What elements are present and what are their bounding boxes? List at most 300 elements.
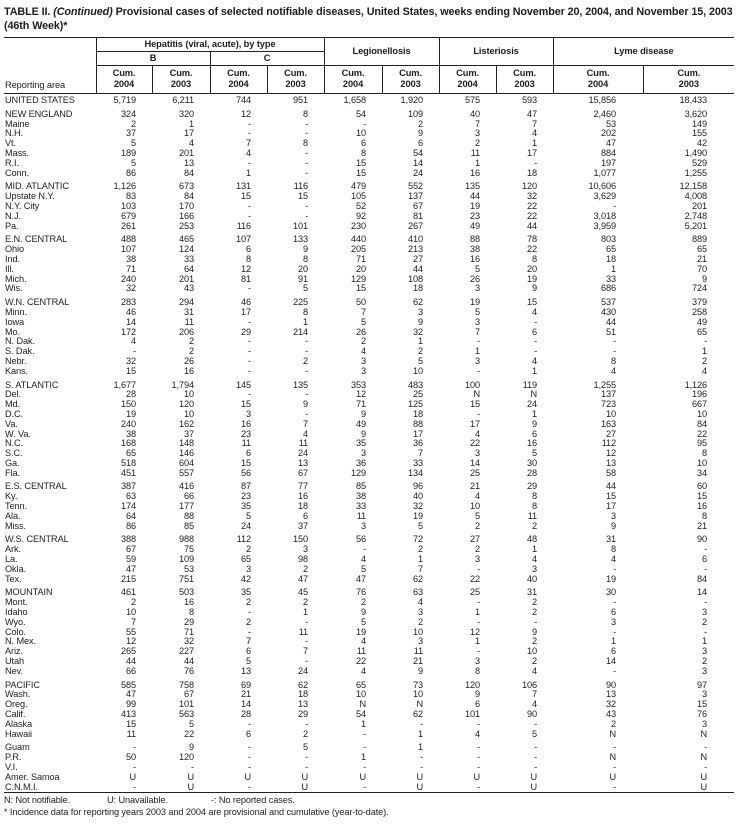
value-cell: 170 [178,201,194,211]
value-cell: 29 [298,710,309,720]
value-cell: 71 [356,400,367,410]
value-cell: 5 [475,264,481,274]
value-cell: - [613,627,617,637]
value-cell: 585 [120,680,136,690]
value-cell: U [530,772,538,782]
value-cell: 889 [692,235,708,245]
table-row [4,743,734,753]
value-cell: 13 [606,458,617,468]
value-cell: 2 [361,598,367,608]
reporting-area-cell: Del. [5,390,21,400]
value-cell: - [248,627,251,637]
value-cell: 7 [418,564,424,574]
value-cell: 32 [606,700,617,710]
value-cell: - [305,617,309,627]
value-cell: 6 [245,449,251,459]
value-cell: 667 [692,400,708,410]
value-cell: 38 [125,254,136,264]
value-cell: 10 [697,458,708,468]
value-cell: 86 [125,168,136,178]
value-cell: 9 [418,129,424,139]
value-cell: 47 [298,574,309,584]
reporting-area-cell: Nebr. [5,356,27,366]
value-cell: U [473,772,481,782]
value-cell: 9 [361,409,367,419]
reporting-area-cell: Nev. [5,666,23,676]
value-cell: 16 [697,502,708,512]
value-cell: 8 [532,502,538,512]
value-cell: 413 [120,710,136,720]
value-cell: 10,606 [588,182,617,192]
value-cell: 163 [601,419,617,429]
value-cell: 11 [126,729,136,739]
value-cell: 37 [125,129,136,139]
value-cell: 14 [240,700,251,710]
value-cell: 84 [183,168,194,178]
value-cell: 3 [303,545,309,555]
value-cell: 267 [408,221,424,231]
value-cell: U [187,782,194,792]
value-cell: 19 [606,574,617,584]
value-cell: 3 [361,521,367,531]
value-cell: 196 [692,390,708,400]
value-cell: 2 [475,521,481,531]
value-cell: 21 [697,254,708,264]
value-cell: 258 [692,307,708,317]
value-cell: 10 [356,690,367,700]
value-cell: - [248,284,251,294]
value-cell: 24 [298,449,309,459]
value-cell: 12 [240,109,251,119]
value-cell: 3 [245,409,251,419]
value-cell: 3 [475,317,481,327]
table-row [4,400,734,410]
hepatitis-group-header: Hepatitis (viral, acute), by type [96,38,324,52]
value-cell: 47 [606,139,617,149]
table-row [4,265,734,275]
value-cell: 6 [303,511,309,521]
value-cell: 33 [606,274,617,284]
value-cell: U [609,772,617,782]
value-cell: 416 [178,482,194,492]
value-cell: N [473,390,481,400]
reporting-area-cell: Idaho [5,608,28,618]
reporting-area-cell: Tex. [5,574,22,584]
value-cell: 37 [298,521,309,531]
value-cell: U [187,772,194,782]
reporting-area-cell: Mass. [5,148,30,158]
value-cell: - [305,337,309,347]
table-title-week: (46th Week)* [4,19,68,32]
value-cell: 1,794 [171,380,194,390]
value-cell: 16 [183,598,194,608]
value-cell: - [477,564,481,574]
value-cell: 62 [298,680,309,690]
value-cell: 76 [183,666,194,676]
value-cell: 537 [601,298,617,308]
value-cell: 240 [120,274,136,284]
value-cell: 44 [527,221,538,231]
reporting-area-cell: Ky. [5,492,18,502]
value-cell: 120 [522,182,538,192]
value-cell: 5 [418,356,424,366]
value-cell: 32 [125,356,136,366]
value-cell: - [305,129,309,139]
reporting-area-cell: N.H. [5,129,23,139]
value-cell: 10 [183,390,194,400]
value-cell: 213 [408,245,424,255]
value-cell: 18,433 [679,95,708,105]
value-cell: 34 [697,468,708,478]
value-cell: - [305,119,309,129]
reporting-area-cell: E.N. CENTRAL [5,235,68,245]
value-cell: 4 [188,139,194,149]
value-cell: 25 [413,390,424,400]
value-cell: 1 [611,264,617,274]
reporting-area-cell: La. [5,555,18,565]
value-cell: 37 [183,429,194,439]
value-cell: 53 [183,564,194,574]
value-cell: 71 [125,264,136,274]
value-cell: 451 [120,468,136,478]
value-cell: 6 [245,647,251,657]
value-cell: 2 [532,608,538,618]
value-cell: - [534,617,538,627]
value-cell: - [305,763,309,772]
value-cell: 2 [303,598,309,608]
reporting-area-cell: MOUNTAIN [5,588,53,598]
value-cell: 62 [413,710,424,720]
value-cell: 109 [178,555,194,565]
value-cell: 32 [527,192,538,202]
value-cell: 5 [418,521,424,531]
value-cell: 4 [611,366,617,376]
table-row [4,681,734,691]
value-cell: 16 [240,419,251,429]
reporting-area-cell: Mo. [5,327,21,337]
value-cell: - [613,598,617,608]
value-cell: 3 [418,307,424,317]
value-cell: 3 [475,449,481,459]
value-cell: 29 [240,327,251,337]
value-cell: 91 [298,274,309,284]
value-cell: 1,255 [593,380,617,390]
value-cell: 11 [298,627,309,637]
value-cell: 35 [240,588,251,598]
table-row [4,284,734,294]
value-cell: 7 [303,419,309,429]
value-cell: 49 [470,221,481,231]
table-title-continued: (Continued) [53,6,113,18]
value-cell: 116 [236,221,251,231]
value-cell: 15 [125,719,136,729]
value-cell: 1 [361,753,367,763]
value-cell: 64 [183,264,194,274]
value-cell: N [609,753,617,763]
value-cell: 1 [418,555,424,565]
table-row [4,469,734,479]
value-cell: 353 [351,380,367,390]
value-cell: 21 [697,521,708,531]
value-cell: 10 [413,366,424,376]
lyme-disease-header: Lyme disease [553,38,734,66]
table-row [4,367,734,377]
value-cell: 31 [527,588,538,598]
value-cell: 751 [178,574,194,584]
reporting-area-cell: S. ATLANTIC [5,380,59,390]
value-cell: 66 [125,666,136,676]
value-cell: 22 [356,657,367,667]
value-cell: - [305,211,309,221]
reporting-area-cell: Minn. [5,307,27,317]
table-row [4,690,734,700]
value-cell: 13 [183,158,194,168]
value-cell: 162 [178,419,194,429]
value-cell: 2 [245,545,251,555]
table-row [4,763,734,773]
value-cell: 44 [470,192,481,202]
value-cell: 3 [475,129,481,139]
value-cell: 1 [702,347,708,357]
value-cell: 65 [356,680,367,690]
value-cell: 1 [303,317,309,327]
value-cell: 11 [298,439,309,449]
value-cell: - [477,719,481,729]
table-row [4,235,734,245]
value-cell: - [363,763,367,772]
value-cell: 50 [125,753,136,763]
value-cell: 215 [120,574,136,584]
value-cell: 26 [470,274,481,284]
table-row [4,710,734,720]
table-row [4,575,734,585]
value-cell: 4 [361,666,367,676]
table-row [4,169,734,179]
value-cell: 604 [178,458,194,468]
value-cell: 17 [470,419,481,429]
value-cell: - [248,719,251,729]
value-cell: 10 [413,690,424,700]
value-cell: U [700,772,708,782]
value-cell: 101 [293,221,309,231]
value-cell: 18 [298,690,309,700]
value-cell: 137 [408,192,424,202]
value-cell: 85 [183,521,194,531]
value-cell: - [477,763,481,772]
value-cell: 66 [183,492,194,502]
value-cell: 3 [418,637,424,647]
value-cell: 21 [470,482,481,492]
table-row [4,730,734,740]
value-cell: - [363,119,367,129]
value-cell: 2 [303,564,309,574]
table-row [4,657,734,667]
value-cell: - [248,356,251,366]
value-cell: - [613,763,617,772]
value-cell: 19 [125,409,136,419]
value-cell: 23 [240,492,251,502]
value-cell: 7 [532,119,538,129]
table-row [4,275,734,285]
value-cell: 9 [361,608,367,618]
reporting-area-cell: Tenn. [5,502,27,512]
value-cell: 134 [408,468,424,478]
value-cell: 1,126 [113,182,136,192]
table-row [4,783,734,793]
reporting-area-cell: Ark. [5,545,21,555]
value-cell: 10 [356,129,367,139]
value-cell: 100 [465,380,481,390]
value-cell: 15 [606,492,617,502]
value-cell: 103 [120,201,136,211]
reporting-area-cell: Ind. [5,254,20,264]
value-cell: 265 [120,647,136,657]
value-cell: 1 [418,729,424,739]
value-cell: 18 [298,502,309,512]
value-cell: - [704,598,708,608]
table-title-number: TABLE II. [4,6,51,18]
value-cell: 62 [413,298,424,308]
value-cell: 3 [475,284,481,294]
value-cell: 23 [470,211,481,221]
value-cell: 32 [183,637,194,647]
value-cell: 40 [527,574,538,584]
reporting-area-cell: S. Dak. [5,347,35,357]
value-cell: 19 [470,298,481,308]
value-cell: 135 [465,182,481,192]
value-cell: U [530,782,538,792]
value-cell: - [613,347,617,357]
reporting-area-cell: C.N.M.I. [5,782,38,792]
reporting-area-cell: Wash. [5,690,31,700]
table-row [4,637,734,647]
value-cell: - [363,545,367,555]
table-row [4,139,734,149]
value-cell: 10 [470,502,481,512]
value-cell: 22 [470,439,481,449]
value-cell: 201 [178,148,194,158]
value-cell: 150 [120,400,136,410]
value-cell: 1,920 [400,95,424,105]
table-row [4,347,734,357]
value-cell: 33 [183,254,194,264]
value-cell: 17 [606,502,617,512]
value-cell: 518 [120,458,136,468]
value-cell: - [248,337,251,347]
value-cell: 7 [418,449,424,459]
value-cell: 28 [527,468,538,478]
value-cell: 206 [178,327,194,337]
reporting-area-cell: N.C. [5,439,23,449]
value-cell: 1 [361,719,367,729]
value-cell: 75 [183,545,194,555]
table-row [4,420,734,430]
value-cell: 88 [413,419,424,429]
reporting-area-cell: Guam [5,743,30,753]
value-cell: 20 [356,264,367,274]
table-row [4,545,734,555]
table-row [4,308,734,318]
table-row [4,202,734,212]
table-row [4,245,734,255]
value-cell: 3 [702,666,708,676]
table-row [4,410,734,420]
value-cell: 1 [475,637,481,647]
reporting-area-cell: Ga. [5,458,20,468]
value-cell: 9 [532,627,538,637]
value-cell: 5 [532,729,538,739]
table-row [4,608,734,618]
value-cell: 108 [408,274,424,284]
value-cell: 14 [125,317,136,327]
value-cell: - [248,608,251,618]
value-cell: 44 [125,657,136,667]
value-cell: 503 [178,588,194,598]
value-cell: 87 [240,482,251,492]
value-cell: 31 [183,307,194,317]
value-cell: 4 [130,337,136,347]
value-cell: 1 [245,168,251,178]
value-cell: 44 [606,482,617,492]
value-cell: 129 [351,468,367,478]
value-cell: 26 [183,356,194,366]
value-cell: 16 [470,168,481,178]
hep-c-cum-2003-header: Cum. 2003 [267,66,324,94]
value-cell: 150 [293,535,309,545]
value-cell: 65 [697,327,708,337]
reporting-area-cell: Mich. [5,274,27,284]
value-cell: 22 [527,211,538,221]
value-cell: 3 [475,555,481,565]
value-cell: 1,077 [593,168,617,178]
value-cell: 3 [611,511,617,521]
value-cell: 2 [475,545,481,555]
value-cell: 5,201 [684,221,708,231]
value-cell: 1 [532,409,538,419]
value-cell: - [613,666,617,676]
value-cell: - [477,409,481,419]
value-cell: 17 [240,307,251,317]
value-cell: 11 [356,647,367,657]
value-cell: 1 [303,608,309,618]
value-cell: 71 [183,627,194,637]
table-row [4,512,734,522]
value-cell: 3 [361,366,367,376]
value-cell: 106 [522,680,538,690]
value-cell: - [613,337,617,347]
value-cell: 83 [125,192,136,202]
value-cell: 19 [413,511,424,521]
value-cell: 18 [606,254,617,264]
value-cell: 97 [697,680,708,690]
value-cell: 56 [356,535,367,545]
value-cell: - [420,753,424,763]
value-cell: 54 [356,710,367,720]
value-cell: - [477,782,481,792]
value-cell: 10 [183,409,194,419]
value-cell: 2,460 [593,109,617,119]
value-cell: 99 [125,700,136,710]
value-cell: 1,490 [684,148,708,158]
reporting-area-cell: Colo. [5,627,26,637]
value-cell: 5 [303,284,309,294]
value-cell: 227 [178,647,194,657]
value-cell: 5 [361,317,367,327]
value-cell: 15 [240,400,251,410]
value-cell: 46 [125,307,136,317]
value-cell: 15,856 [588,95,617,105]
value-cell: 8 [702,449,708,459]
